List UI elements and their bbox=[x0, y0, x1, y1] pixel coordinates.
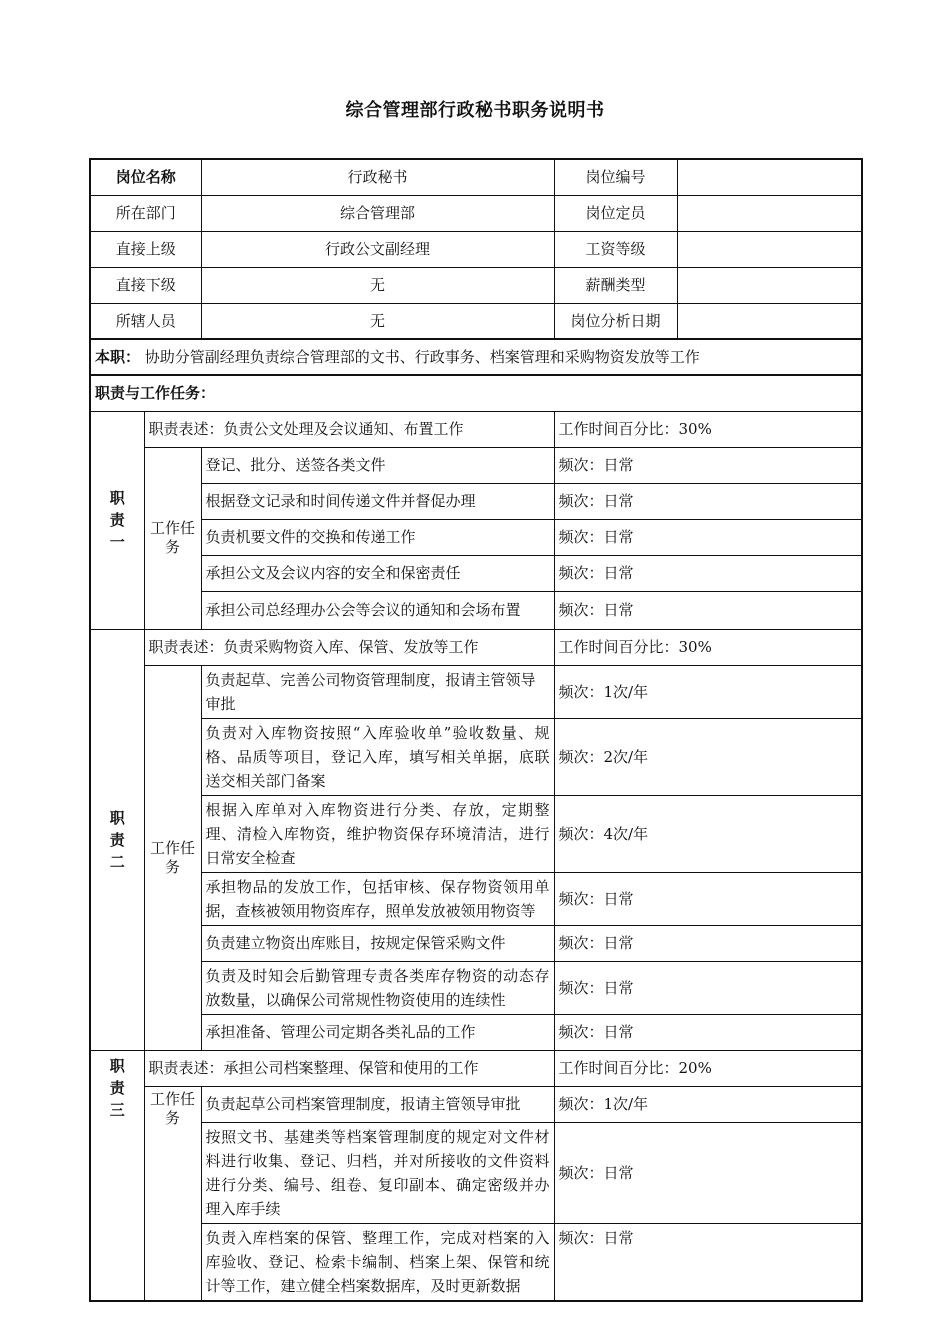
duty-1-percent: 工作时间百分比：30% bbox=[554, 411, 862, 447]
info-row bbox=[90, 195, 862, 231]
task-text: 负责对入库物资按照“入库验收单”验收数量、规格、品质等项目，登记入库，填写相关单据，底联送交相关部门备案 bbox=[201, 718, 554, 795]
tasks-heading-row bbox=[90, 375, 862, 411]
task-frequency: 频次：日常 bbox=[554, 872, 862, 925]
task-frequency: 频次：日常 bbox=[554, 1122, 862, 1223]
task-row bbox=[90, 1223, 862, 1301]
task-frequency: 频次：日常 bbox=[554, 483, 862, 519]
label-salary-grade: 工资等级 bbox=[554, 231, 677, 267]
task-text: 根据入库单对入库物资进行分类、存放，定期整理、清检入库物资，维护物资保存环境清洁，进行日常安全检查 bbox=[201, 795, 554, 872]
value-position-code bbox=[677, 159, 862, 195]
value-analysis-date bbox=[677, 303, 862, 339]
task-frequency: 频次：1次/年 bbox=[554, 665, 862, 718]
duty-1-label-char: 一 bbox=[109, 533, 125, 551]
duty-3-label-char: 三 bbox=[109, 1100, 125, 1119]
task-text: 负责起草公司档案管理制度，报请主管领导审批 bbox=[201, 1086, 554, 1122]
value-direct-superior: 行政公文副经理 bbox=[201, 231, 554, 267]
duty-1-task-label: 工作任务 bbox=[144, 447, 201, 629]
task-text: 承担准备、管理公司定期各类礼品的工作 bbox=[201, 1014, 554, 1050]
label-direct-superior: 直接上级 bbox=[90, 231, 201, 267]
info-row bbox=[90, 303, 862, 339]
task-text: 根据登文记录和时间传递文件并督促办理 bbox=[201, 483, 554, 519]
task-text: 按照文书、基建类等档案管理制度的规定对文件材料进行收集、登记、归档，并对所接收的文件资料进行分类、编号、组卷、复印副本、确定密级并办理入库手续 bbox=[201, 1122, 554, 1223]
duty-1-description: 职责表述：负责公文处理及会议通知、布置工作 bbox=[144, 411, 554, 447]
task-row bbox=[90, 665, 862, 718]
task-text: 承担物品的发放工作，包括审核、保存物资领用单据，查核被领用物资库存，照单发放被领用物资等 bbox=[201, 872, 554, 925]
duty-description-row bbox=[90, 411, 862, 447]
duty-3-percent: 工作时间百分比：20% bbox=[554, 1050, 862, 1086]
task-row bbox=[90, 591, 862, 629]
duty-2-label-char: 责 bbox=[109, 830, 125, 849]
label-direct-subordinate: 直接下级 bbox=[90, 267, 201, 303]
duty-2-task-label: 工作任务 bbox=[144, 665, 201, 1050]
duty-description-row bbox=[90, 1050, 862, 1086]
duty-summary-row bbox=[90, 339, 862, 375]
tasks-heading: 职责与工作任务： bbox=[90, 375, 862, 411]
label-analysis-date: 岗位分析日期 bbox=[554, 303, 677, 339]
task-frequency: 频次：日常 bbox=[554, 447, 862, 483]
task-frequency: 频次：4次/年 bbox=[554, 795, 862, 872]
label-position-name: 岗位名称 bbox=[90, 159, 201, 195]
task-row bbox=[90, 519, 862, 555]
task-row bbox=[90, 795, 862, 872]
duty-3-label-char: 责 bbox=[109, 1078, 125, 1097]
task-text: 负责机要文件的交换和传递工作 bbox=[201, 519, 554, 555]
job-description-table bbox=[89, 158, 861, 1302]
value-pay-type bbox=[677, 267, 862, 303]
duty-summary-label: 本职： bbox=[95, 348, 141, 366]
task-text: 负责起草、完善公司物资管理制度，报请主管领导审批 bbox=[201, 665, 554, 718]
label-department: 所在部门 bbox=[90, 195, 201, 231]
task-frequency: 频次：日常 bbox=[554, 591, 862, 629]
value-direct-subordinate: 无 bbox=[201, 267, 554, 303]
task-row bbox=[90, 925, 862, 961]
task-row bbox=[90, 555, 862, 591]
info-row bbox=[90, 159, 862, 195]
value-headcount bbox=[677, 195, 862, 231]
label-position-code: 岗位编号 bbox=[554, 159, 677, 195]
label-staff: 所辖人员 bbox=[90, 303, 201, 339]
task-row bbox=[90, 961, 862, 1014]
duty-3-task-label: 工作任务 bbox=[144, 1086, 201, 1301]
info-row bbox=[90, 231, 862, 267]
label-pay-type: 薪酬类型 bbox=[554, 267, 677, 303]
task-text: 承担公司总经理办公会等会议的通知和会场布置 bbox=[201, 591, 554, 629]
duty-2-percent: 工作时间百分比：30% bbox=[554, 629, 862, 665]
task-frequency: 频次：2次/年 bbox=[554, 718, 862, 795]
task-frequency: 频次：日常 bbox=[554, 1014, 862, 1050]
task-text: 负责及时知会后勤管理专责各类库存物资的动态存放数量，以确保公司常规性物资使用的连续性 bbox=[201, 961, 554, 1014]
task-row bbox=[90, 447, 862, 483]
task-row bbox=[90, 1122, 862, 1223]
task-frequency: 频次：日常 bbox=[554, 519, 862, 555]
value-staff: 无 bbox=[201, 303, 554, 339]
duty-1-label-char: 职 bbox=[109, 489, 125, 507]
info-row bbox=[90, 267, 862, 303]
duty-3-label-char: 职 bbox=[109, 1056, 125, 1075]
duty-1-label bbox=[90, 411, 144, 629]
value-salary-grade bbox=[677, 231, 862, 267]
duty-2-description: 职责表述：负责采购物资入库、保管、发放等工作 bbox=[144, 629, 554, 665]
task-text: 负责建立物资出库账目，按规定保管采购文件 bbox=[201, 925, 554, 961]
task-frequency: 频次：日常 bbox=[554, 961, 862, 1014]
task-frequency: 频次：日常 bbox=[554, 555, 862, 591]
task-frequency: 频次：日常 bbox=[554, 1223, 862, 1301]
value-department: 综合管理部 bbox=[201, 195, 554, 231]
task-row bbox=[90, 1014, 862, 1050]
task-text: 承担公文及会议内容的安全和保密责任 bbox=[201, 555, 554, 591]
task-row bbox=[90, 1086, 862, 1122]
task-row bbox=[90, 718, 862, 795]
document-title: 综合管理部行政秘书职务说明书 bbox=[345, 100, 605, 121]
duty-1-label-char: 责 bbox=[109, 511, 125, 529]
task-text: 负责入库档案的保管、整理工作，完成对档案的入库验收、登记、检索卡编制、档案上架、保管和统计等工作，建立健全档案数据库，及时更新数据 bbox=[201, 1223, 554, 1301]
duty-3-description: 职责表述：承担公司档案整理、保管和使用的工作 bbox=[144, 1050, 554, 1086]
value-position-name: 行政秘书 bbox=[201, 159, 554, 195]
task-frequency: 频次：1次/年 bbox=[554, 1086, 862, 1122]
duty-2-label-char: 职 bbox=[109, 808, 125, 827]
duty-description-row bbox=[90, 629, 862, 665]
task-frequency: 频次：日常 bbox=[554, 925, 862, 961]
duty-summary bbox=[90, 339, 862, 375]
duty-3-label bbox=[90, 1050, 144, 1301]
task-row bbox=[90, 872, 862, 925]
duty-2-label bbox=[90, 629, 144, 1050]
duty-2-label-char: 二 bbox=[109, 852, 125, 871]
label-headcount: 岗位定员 bbox=[554, 195, 677, 231]
task-row bbox=[90, 483, 862, 519]
duty-summary-text: 协助分管副经理负责综合管理部的文书、行政事务、档案管理和采购物资发放等工作 bbox=[144, 348, 700, 366]
task-text: 登记、批分、送签各类文件 bbox=[201, 447, 554, 483]
